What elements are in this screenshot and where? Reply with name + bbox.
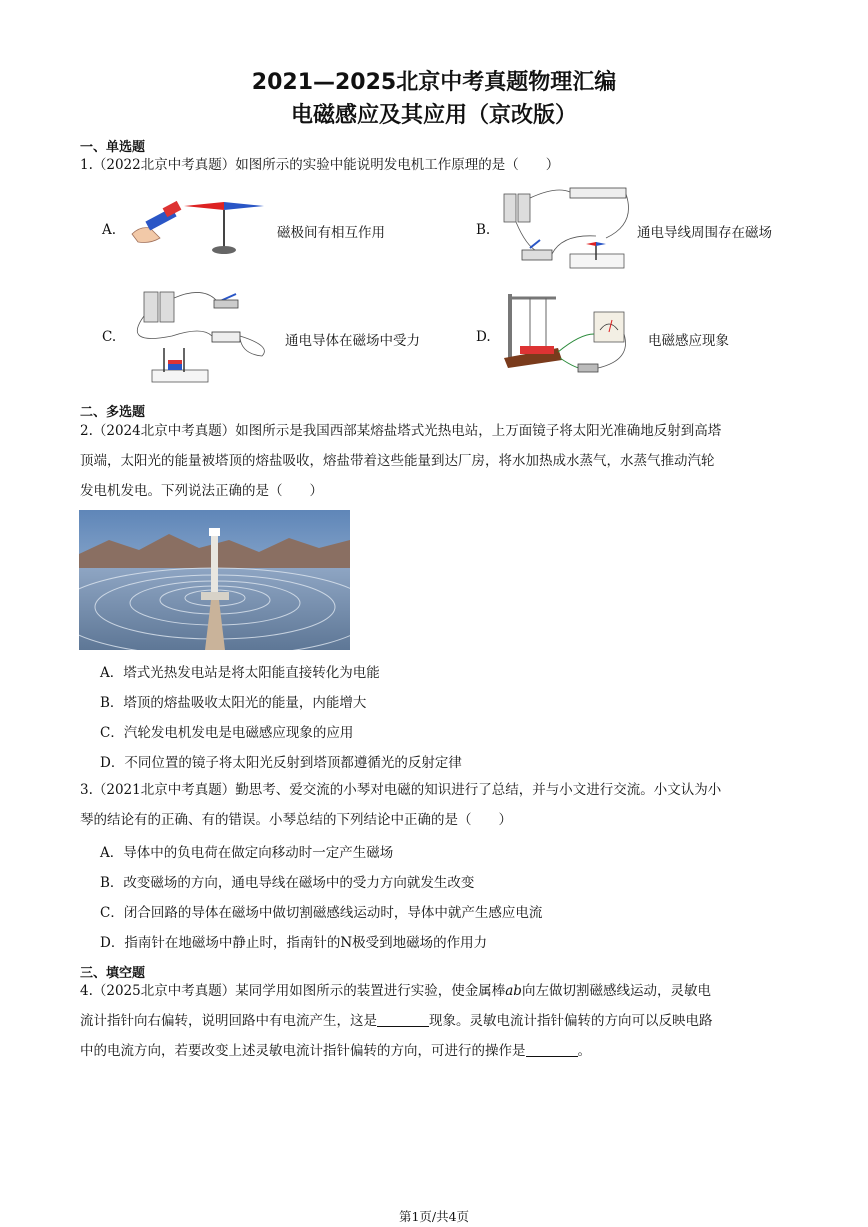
q1-option-a-figure — [126, 192, 266, 258]
section-heading-fill-in: 三、填空题 — [80, 966, 146, 981]
q3-choice-b: B．改变磁场的方向，通电导线在磁场中的受力方向就发生改变 — [100, 875, 475, 891]
question-3-stem-line1: 3.（2021北京中考真题）勤思考、爱交流的小琴对电磁的知识进行了总结，并与小文进行交流。小文认为小 — [80, 782, 722, 798]
q1-option-d-caption: 电磁感应现象 — [648, 333, 729, 349]
q2-choice-b: B．塔顶的熔盐吸收太阳光的能量，内能增大 — [100, 695, 367, 711]
page-title-line2: 电磁感应及其应用（京改版） — [290, 103, 577, 128]
q4-rod-ab: ab — [505, 983, 522, 999]
q3-choice-a: A．导体中的负电荷在做定向移动时一定产生磁场 — [100, 845, 394, 861]
page-number: 第1页/共4页 — [398, 1209, 470, 1224]
q2-choice-c: C．汽轮发电机发电是电磁感应现象的应用 — [100, 725, 354, 741]
question-4-line3 — [80, 1036, 792, 1066]
question-1-stem: 1.（2022北京中考真题）如图所示的实验中能说明发电机工作原理的是（ ） — [80, 157, 560, 173]
q4-line3-start: 中的电流方向，若要改变上述灵敏电流计指针偏转的方向，可进行的操作是 — [80, 1043, 526, 1059]
q1-option-b-figure — [496, 184, 632, 274]
q1-option-c-figure — [122, 286, 274, 386]
q2-solar-tower-photo — [79, 510, 350, 650]
page-title-line1: 2021—2025北京中考真题物理汇编 — [251, 70, 617, 95]
question-2-stem-line1: 2.（2024北京中考真题）如图所示是我国西部某熔盐塔式光热电站，上万面镜子将太阳光准确地反射到高塔 — [80, 423, 722, 439]
q2-choice-a: A．塔式光热发电站是将太阳能直接转化为电能 — [100, 665, 380, 681]
q1-option-d-figure — [500, 290, 632, 382]
q4-line2-start: 流计指针向右偏转，说明回路中有电流产生，这是 — [80, 1013, 377, 1029]
q1-option-b-label: B. — [476, 222, 491, 238]
question-4-line1 — [80, 976, 792, 1006]
q3-choice-d: D．指南针在地磁场中静止时，指南针的N极受到地磁场的作用力 — [100, 935, 488, 951]
q1-option-b-caption: 通电导线周围存在磁场 — [637, 225, 772, 241]
q3-choice-c: C．闭合回路的导体在磁场中做切割磁感线运动时，导体中就产生感应电流 — [100, 905, 543, 921]
q4-answer-blank-2[interactable] — [526, 1042, 578, 1057]
q2-choice-d: D．不同位置的镜子将太阳光反射到塔顶都遵循光的反射定律 — [100, 755, 462, 771]
q1-option-c-label: C. — [102, 329, 117, 345]
q4-line1-start: 4.（2025北京中考真题）某同学用如图所示的装置进行实验，使金属棒 — [80, 983, 506, 999]
q4-line1-end: 向左做切割磁感线运动，灵敏电 — [521, 983, 711, 999]
question-2-stem-line2: 顶端，太阳光的能量被塔顶的熔盐吸收，熔盐带着这些能量到达厂房，将水加热成水蒸气，水蒸气推动汽轮 — [80, 453, 715, 469]
q1-option-a-caption: 磁极间有相互作用 — [277, 225, 385, 241]
q1-option-d-label: D. — [476, 329, 491, 345]
q1-option-a-label: A. — [102, 222, 117, 238]
question-3-stem-line2: 琴的结论有的正确、有的错误。小琴总结的下列结论中正确的是（ ） — [80, 812, 512, 828]
q1-option-c-caption: 通电导体在磁场中受力 — [285, 333, 420, 349]
section-heading-multiple-choice: 二、多选题 — [80, 405, 146, 420]
q4-line2-end: 现象。灵敏电流计指针偏转的方向可以反映电路 — [429, 1013, 713, 1029]
q4-line3-end: 。 — [577, 1043, 591, 1059]
q4-answer-blank-1[interactable] — [377, 1012, 429, 1027]
question-4-line2 — [80, 1006, 792, 1036]
section-heading-single-choice: 一、单选题 — [80, 140, 146, 155]
question-2-stem-line3: 发电机发电。下列说法正确的是（ ） — [80, 483, 323, 499]
